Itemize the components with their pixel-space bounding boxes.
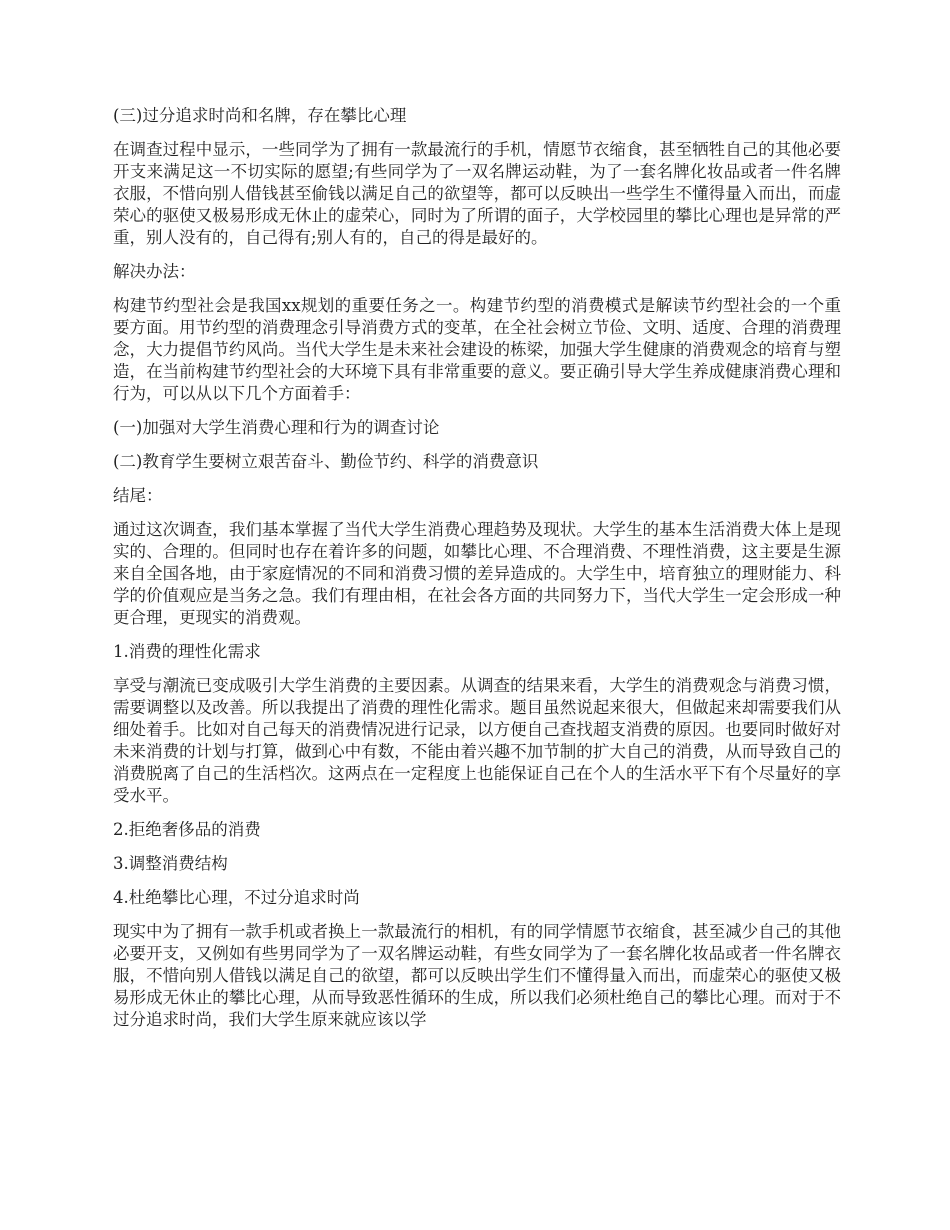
document-page [113, 105, 841, 1043]
heading-educate-students: (二)教育学生要树立艰苦奋斗、勤俭节约、科学的消费意识 [113, 452, 539, 471]
heading-conclusion: 结尾： [113, 486, 163, 505]
heading-reject-luxury: 2.拒绝奢侈品的消费 [113, 820, 261, 839]
paragraph-conclusion: 通过这次调查，我们基本掌握了当代大学生消费心理趋势及现状。大学生的基本生活消费大体上是现实的、合理的。但同时也存在着许多的问题，如攀比心理、不合理消费、不理性消费，这主要是生源来自全国各地，由于家庭情况的不同和消费习惯的差异造成的。大学生中，培育独立的理财能力、科学的价值观应是当务之急。我们有理由相，在社会各方面的共同努力下，当代大学生一定会形成一种更合理，更现实的消费观。 [113, 520, 841, 627]
section-heading-comparison-mentality: (三)过分追求时尚和名牌，存在攀比心理 [113, 106, 407, 125]
heading-rational-demand: 1.消费的理性化需求 [113, 642, 261, 661]
paragraph-survey-findings: 在调查过程中显示，一些同学为了拥有一款最流行的手机，情愿节衣缩食，甚至牺牲自己的其他必要开支来满足这一不切实际的愿望;有些同学为了一双名牌运动鞋，为了一套名牌化妆品或者一件名牌衣服，不惜向别人借钱甚至偷钱以满足自己的欲望等，都可以反映出一些学生不懂得量入而出，而虚荣心的驱使又极易形成无休止的虚荣心，同时为了所谓的面子，大学校园里的攀比心理也是异常的严重，别人没有的，自己得有;别人有的，自己的得是最好的。 [113, 140, 841, 247]
heading-solutions: 解决办法： [113, 262, 196, 281]
paragraph-saving-society: 构建节约型社会是我国xx规划的重要任务之一。构建节约型的消费模式是解读节约型社会的一个重要方面。用节约型的消费理念引导消费方式的变革，在全社会树立节俭、文明、适度、合理的消费理念，大力提倡节约风尚。当代大学生是未来社会建设的栋梁，加强大学生健康的消费观念的培育与塑造，在当前构建节约型社会的大环境下具有非常重要的意义。要正确引导大学生养成健康消费心理和行为，可以从以下几个方面着手： [113, 296, 841, 403]
paragraph-no-comparison: 现实中为了拥有一款手机或者换上一款最流行的相机，有的同学情愿节衣缩食，甚至减少自己的其他必要开支，又例如有些男同学为了一双名牌运动鞋，有些女同学为了一套名牌化妆品或者一件名牌衣服，不惜向别人借钱以满足自己的欲望，都可以反映出学生们不懂得量入而出，而虚荣心的驱使又极易形成无休止的攀比心理，从而导致恶性循环的生成，所以我们必须杜绝自己的攀比心理。而对于不过分追求时尚，我们大学生原来就应该以学 [113, 922, 841, 1029]
heading-adjust-structure: 3.调整消费结构 [113, 854, 228, 873]
heading-no-comparison: 4.杜绝攀比心理，不过分追求时尚 [113, 888, 360, 907]
heading-strengthen-survey: (一)加强对大学生消费心理和行为的调查讨论 [113, 418, 440, 437]
paragraph-rational-demand: 享受与潮流已变成吸引大学生消费的主要因素。从调查的结果来看，大学生的消费观念与消费习惯，需要调整以及改善。所以我提出了消费的理性化需求。题目虽然说起来很大，但做起来却需要我们从细处着手。比如对自己每天的消费情况进行记录，以方便自己查找超支消费的原因。也要同时做好对未来消费的计划与打算，做到心中有数，不能由着兴趣不加节制的扩大自己的消费，从而导致自己的消费脱离了自己的生活档次。这两点在一定程度上也能保证自己在个人的生活水平下有个尽量好的享受水平。 [113, 676, 841, 805]
